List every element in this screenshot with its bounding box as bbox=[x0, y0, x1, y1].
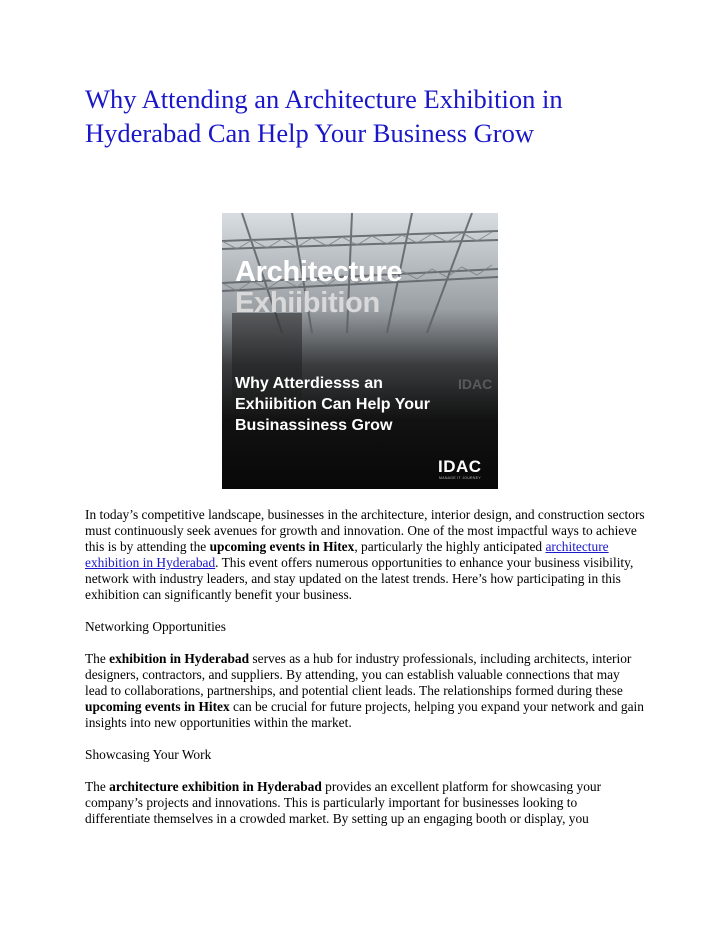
networking-bold-1: exhibition in Hyderabad bbox=[109, 651, 250, 666]
showcasing-text-1: The bbox=[85, 779, 110, 794]
idac-logo: IDAC bbox=[438, 457, 482, 476]
intro-paragraph bbox=[85, 507, 645, 603]
page-title: Why Attending an Architecture Exhibition in Hyderabad Can Help Your Business Grow bbox=[85, 84, 563, 148]
showcasing-text-2: provides an excellent platform for showcasing your company’s projects and innovations. This is particularly important for businesses looking to differentiate themselves in a crowded market. By setting up an engaging booth or display, you bbox=[85, 779, 602, 826]
background-sign-text: IDAC bbox=[458, 376, 493, 392]
hero-background bbox=[222, 213, 498, 489]
hero-subtitle: Why Atterdiesss an Exhiibition Can Help Your Businassiness Grow bbox=[235, 375, 430, 434]
networking-bold-2: upcoming events in Hitex bbox=[85, 699, 230, 714]
showcasing-bold-1: architecture exhibition in Hyderabad bbox=[109, 779, 322, 794]
hero-title-line1: Architecture bbox=[235, 256, 403, 288]
intro-text-1: In today’s competitive landscape, businesses in the architecture, interior design, and construction sectors must continuously seek avenues for growth and innovation. One of the most impactful ways to achieve this is by attending the bbox=[85, 507, 645, 554]
section-heading-networking: Networking Opportunities bbox=[85, 619, 226, 634]
intro-text-3: . This event offers numerous opportunities to enhance your business visibility, network with industry leaders, and stay updated on the latest trends. Here’s how participating in this exhibition can significantly benefit your business. bbox=[85, 555, 634, 602]
architecture-exhibition-link[interactable]: architecture exhibition in Hyderabad bbox=[85, 539, 609, 570]
networking-text-3: can be crucial for future projects, helping you expand your network and gain insights into new opportunities within the market. bbox=[85, 699, 644, 730]
section-heading-showcasing: Showcasing Your Work bbox=[85, 747, 212, 762]
intro-bold-1: upcoming events in Hitex bbox=[209, 539, 355, 554]
article-body bbox=[85, 507, 645, 843]
hero-title-line2: Exhiibition bbox=[235, 287, 380, 319]
intro-text-2: , particularly the highly anticipated bbox=[354, 539, 546, 554]
logo-tagline: MANAGE IT JOURNEY bbox=[439, 476, 481, 480]
hero-title bbox=[235, 257, 495, 319]
hero-image bbox=[222, 213, 498, 489]
networking-text-2: serves as a hub for industry professionals, including architects, interior designers, contractors, and suppliers. By attending, you can establish valuable connections that may lead to collaborations, partnerships, and potential client leads. The relationships formed during these bbox=[85, 651, 632, 698]
networking-paragraph bbox=[85, 651, 645, 731]
networking-text-1: The bbox=[85, 651, 110, 666]
showcasing-paragraph bbox=[85, 779, 645, 827]
